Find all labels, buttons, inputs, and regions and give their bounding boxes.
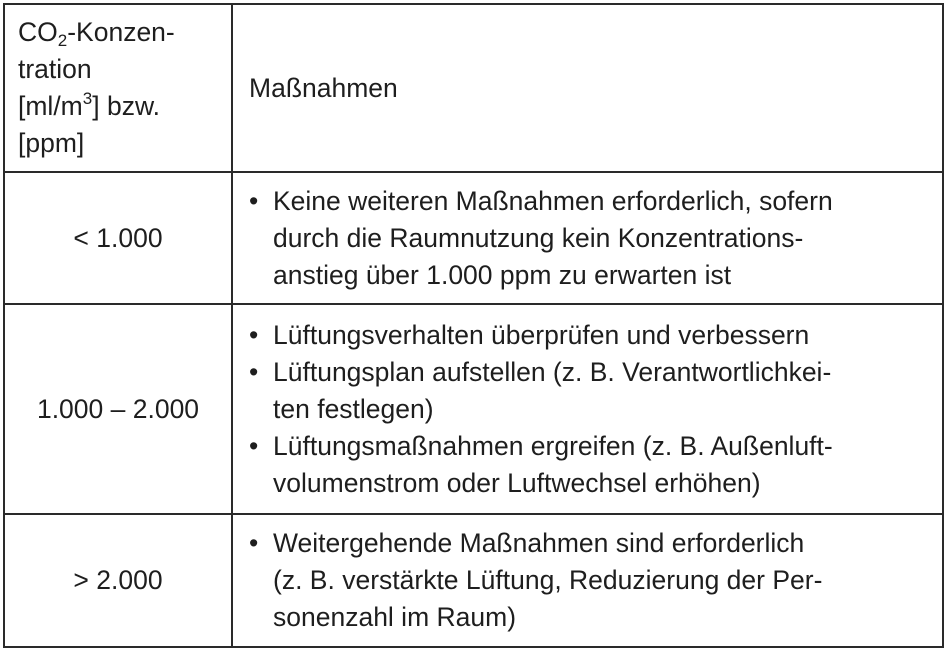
measure-text-line: Weitergehende Maßnahmen sind erforderlich bbox=[273, 528, 805, 558]
measures-cell bbox=[232, 514, 943, 647]
header-concentration-line-3 bbox=[18, 88, 225, 125]
concentration-range: < 1.000 bbox=[4, 172, 232, 304]
measure-text-line: ten festlegen) bbox=[273, 393, 434, 424]
header-measures: Maßnahmen bbox=[232, 4, 943, 172]
concentration-range: 1.000 – 2.000 bbox=[4, 304, 232, 514]
measure-text-line: volumenstrom oder Luftwechsel erhöhen) bbox=[273, 467, 761, 498]
measures-list bbox=[247, 183, 934, 294]
measure-text-line: Lüftungsplan aufstellen (z. B. Verantwortlichkei- bbox=[273, 356, 832, 387]
header-concentration-line-2: tration bbox=[18, 54, 92, 84]
measure-text-line: Lüftungsverhalten überprüfen und verbessern bbox=[273, 319, 810, 350]
header-concentration-line-4: [ppm] bbox=[18, 128, 85, 158]
measure-text-line: Keine weiteren Maßnahmen erforderlich, sofern bbox=[273, 185, 833, 216]
bullet-icon: • bbox=[249, 528, 259, 558]
measure-text-line: Lüftungsmaßnahmen ergreifen (z. B. Außenluft- bbox=[273, 430, 833, 461]
bullet-icon: • bbox=[249, 185, 259, 216]
bullet-icon: • bbox=[249, 356, 259, 387]
bullet-icon: • bbox=[249, 319, 259, 350]
table-row bbox=[4, 172, 943, 304]
header-co-subscript: 2 bbox=[57, 31, 68, 50]
measure-text-line: sonenzahl im Raum) bbox=[273, 602, 517, 632]
list-item bbox=[247, 525, 934, 636]
measures-cell bbox=[232, 304, 943, 514]
table-header-row bbox=[4, 4, 943, 172]
measure-text-line: durch die Raumnutzung kein Konzentrations- bbox=[273, 222, 804, 253]
bullet-icon: • bbox=[249, 430, 259, 461]
header-concentration-line-1 bbox=[18, 14, 225, 51]
list-item bbox=[247, 317, 934, 354]
measures-cell bbox=[232, 172, 943, 304]
list-item bbox=[247, 354, 934, 428]
header-co-text: CO bbox=[18, 17, 58, 47]
list-item bbox=[247, 183, 934, 294]
co2-measures-table bbox=[3, 3, 944, 648]
table-row bbox=[4, 304, 943, 514]
concentration-range: > 2.000 bbox=[4, 514, 232, 647]
header-unit-suffix: ] bzw. bbox=[92, 91, 160, 121]
measures-list bbox=[247, 525, 934, 636]
header-unit-prefix: [ml/m bbox=[18, 91, 83, 121]
header-unit-superscript: 3 bbox=[82, 89, 93, 108]
list-item bbox=[247, 428, 934, 502]
header-concentration bbox=[4, 4, 232, 172]
header-konzen-text: -Konzen- bbox=[67, 17, 175, 47]
measure-text-line: anstieg über 1.000 ppm zu erwarten ist bbox=[273, 259, 732, 290]
table-row bbox=[4, 514, 943, 647]
measures-list bbox=[247, 317, 934, 502]
measure-text-line: (z. B. verstärkte Lüftung, Reduzierung der Per- bbox=[273, 565, 823, 595]
